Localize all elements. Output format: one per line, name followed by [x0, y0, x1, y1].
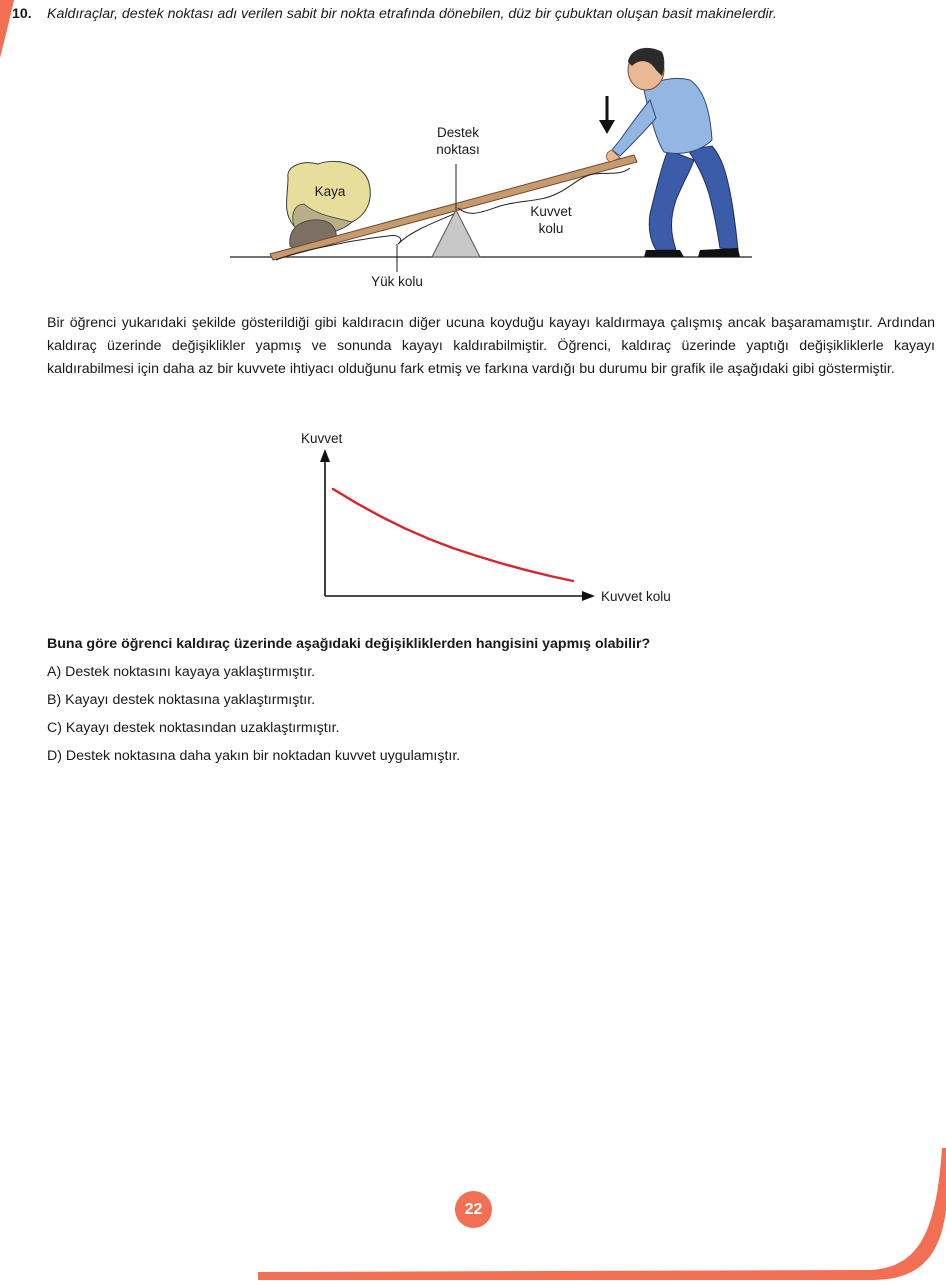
fulcrum-label — [420, 124, 496, 158]
option-b[interactable]: B) Kayayı destek noktasına yaklaştırmıştır. — [47, 692, 316, 708]
chart-svg — [0, 420, 946, 620]
question-header — [12, 5, 932, 23]
load-arm-label: Yük kolu — [371, 274, 423, 289]
chart-x-label: Kuvvet kolu — [601, 589, 671, 604]
fulcrum-label-line1: Destek — [436, 125, 480, 140]
chart-series-line-0 — [333, 489, 573, 581]
force-effort-chart — [0, 420, 946, 620]
page-number-badge: 22 — [455, 1191, 492, 1228]
problem-paragraph: Bir öğrenci yukarıdaki şekilde gösterildiği gibi kaldıracın diğer ucuna koyduğu kayayı kaldırmaya çalışmış ancak başaramamıştır. Ardından kaldıraç üzerinde değişiklikler yapmış ve sonunda kayayı kaldırabilmiştir. Öğrenci, kaldıraç üzerinde yaptığı değişikliklerle kayayı kaldırabilmesi için daha az bir kuvvete ihtiyacı olduğunu fark etmiş ve farkına vardığı bu durumu bir grafik ile aşağıdaki gibi göstermiştir. — [47, 315, 935, 377]
chart-x-arrow — [582, 591, 595, 601]
force-arrow — [599, 96, 615, 134]
option-c[interactable]: C) Kayayı destek noktasından uzaklaştırmıştır. — [47, 720, 340, 736]
chart-y-arrow — [320, 449, 330, 462]
question-prompt: Buna göre öğrenci kaldıraç üzerinde aşağıdaki değişikliklerden hangisini yapmış olabilir? — [47, 636, 651, 652]
answer-options — [47, 663, 935, 775]
effort-arm-label-line2: kolu — [538, 221, 564, 236]
lever-figure — [0, 40, 946, 300]
fulcrum-triangle — [432, 210, 480, 257]
option-a[interactable]: A) Destek noktasını kayaya yaklaştırmıştır. — [47, 664, 316, 680]
question-number: 10. — [12, 6, 32, 22]
rock-label: Kaya — [314, 184, 346, 199]
question-stem: Kaldıraçlar, destek noktası adı verilen sabit bir nokta etrafında dönebilen, düz bir çubuktan oluşan basit makinelerdir. — [47, 6, 777, 22]
fulcrum-label-line2: noktası — [436, 142, 480, 157]
effort-arm-label — [516, 203, 586, 237]
person-figure — [606, 48, 740, 257]
lever-illustration — [0, 40, 946, 300]
frame-bottom-right-curve — [258, 1148, 946, 1280]
option-d[interactable]: D) Destek noktasına daha yakın bir noktadan kuvvet uygulamıştır. — [47, 748, 461, 764]
frame-bottom-right-accent — [260, 1150, 946, 1288]
effort-arm-label-line1: Kuvvet — [530, 204, 572, 219]
chart-y-label: Kuvvet — [301, 431, 343, 446]
